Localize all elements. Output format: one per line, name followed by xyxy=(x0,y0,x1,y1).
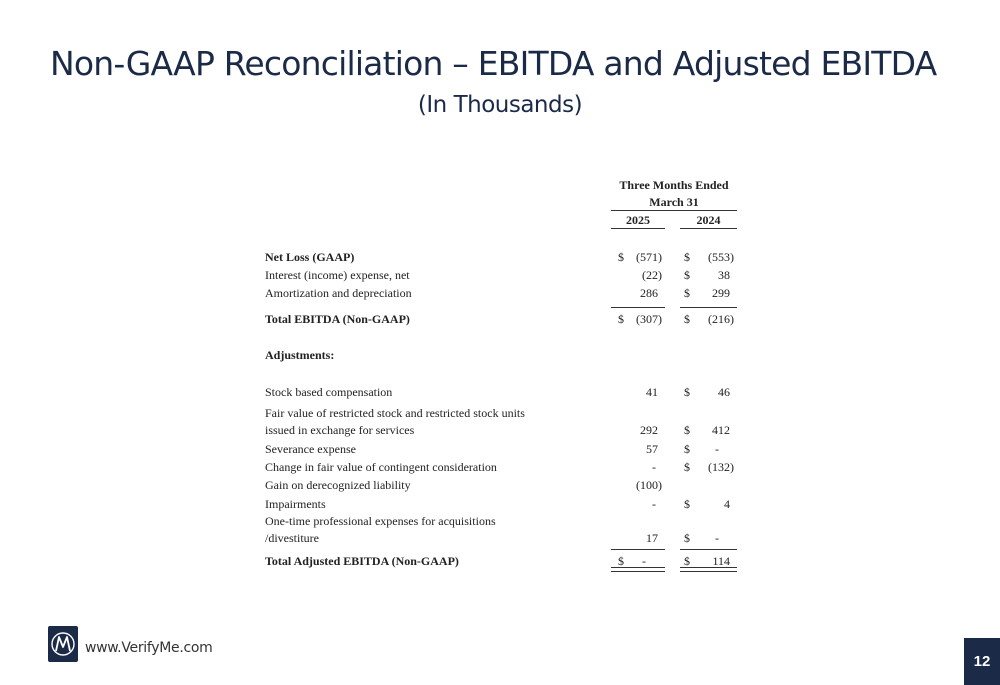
row-value-2024: 299 xyxy=(712,286,730,300)
period-header-line1: Three Months Ended xyxy=(619,178,729,192)
row-label-gain-derecognized: Gain on derecognized liability xyxy=(265,478,411,492)
row-label-contingent: Change in fair value of contingent consideration xyxy=(265,460,497,474)
row-dollar-2024: $ xyxy=(684,554,690,568)
row-label-impairments: Impairments xyxy=(265,497,326,511)
row-label-amortization: Amortization and depreciation xyxy=(265,286,412,300)
col-2025-rule xyxy=(611,228,665,229)
page-number: 12 xyxy=(964,638,1000,685)
row-label-net-loss: Net Loss (GAAP) xyxy=(265,250,355,264)
row-label-total-adjusted-ebitda: Total Adjusted EBITDA (Non-GAAP) xyxy=(265,554,459,568)
row-dollar-2025: $ xyxy=(618,312,624,326)
row-value-2025: 292 xyxy=(640,423,658,437)
row-value-2025: - xyxy=(642,554,646,568)
subtotal-rule-2024 xyxy=(680,307,737,308)
double-rule-2025 xyxy=(611,567,665,572)
col-header-2024: 2024 xyxy=(696,213,721,227)
row-value-2025: (307) xyxy=(636,312,662,326)
col-2024-rule xyxy=(680,228,737,229)
page-title: Non-GAAP Reconciliation – EBITDA and Adjusted EBITDA xyxy=(50,44,937,83)
row-value-2024: 4 xyxy=(724,497,730,511)
row-value-2024: - xyxy=(715,531,719,545)
row-value-2025: 57 xyxy=(646,442,658,456)
row-dollar-2024: $ xyxy=(684,497,690,511)
row-value-2025: 41 xyxy=(646,385,658,399)
row-value-2024: (132) xyxy=(708,460,734,474)
row-dollar-2024: $ xyxy=(684,268,690,282)
adjustments-heading: Adjustments: xyxy=(265,348,335,362)
row-value-2025: - xyxy=(652,460,656,474)
row-value-2025: 286 xyxy=(640,286,658,300)
total-rule-2024 xyxy=(680,549,737,550)
row-value-2024: (216) xyxy=(708,312,734,326)
row-dollar-2024: $ xyxy=(684,460,690,474)
row-label-severance: Severance expense xyxy=(265,442,356,456)
row-dollar-2024: $ xyxy=(684,442,690,456)
row-value-2025: - xyxy=(652,497,656,511)
row-value-2025: (22) xyxy=(642,268,662,282)
row-label-fair-value-rsu: Fair value of restricted stock and restricted stock units xyxy=(265,406,525,420)
row-dollar-2024: $ xyxy=(684,423,690,437)
row-dollar-2025: $ xyxy=(618,250,624,264)
row-dollar-2024: $ xyxy=(684,385,690,399)
total-rule-2025 xyxy=(611,549,665,550)
subtotal-rule-2025 xyxy=(611,307,665,308)
row-value-2024: 46 xyxy=(718,385,730,399)
period-header-line2: March 31 xyxy=(649,195,699,209)
page-subtitle: (In Thousands) xyxy=(417,92,583,118)
row-value-2024: - xyxy=(715,442,719,456)
double-rule-2024 xyxy=(680,567,737,572)
row-value-2025: 17 xyxy=(646,531,658,545)
website-url: www.VerifyMe.com xyxy=(85,640,213,656)
row-value-2024: (553) xyxy=(708,250,734,264)
row-value-2025: (100) xyxy=(636,478,662,492)
col-header-2025: 2025 xyxy=(626,213,650,227)
row-label-total-ebitda: Total EBITDA (Non-GAAP) xyxy=(265,312,410,326)
row-value-2024: 412 xyxy=(712,423,730,437)
row-value-2024: 114 xyxy=(712,554,730,568)
row-value-2024: 38 xyxy=(718,268,730,282)
verifyme-logo-icon xyxy=(48,626,78,662)
row-label-professional-expenses: One-time professional expenses for acquisitions xyxy=(265,514,496,528)
row-dollar-2025: $ xyxy=(618,554,624,568)
row-dollar-2024: $ xyxy=(684,312,690,326)
header-rule xyxy=(611,210,737,211)
row-dollar-2024: $ xyxy=(684,250,690,264)
row-dollar-2024: $ xyxy=(684,286,690,300)
row-label-stock-comp: Stock based compensation xyxy=(265,385,393,399)
row-value-2025: (571) xyxy=(636,250,662,264)
row-dollar-2024: $ xyxy=(684,531,690,545)
row-label-professional-expenses-cont: /divestiture xyxy=(265,531,319,545)
row-label-fair-value-rsu-cont: issued in exchange for services xyxy=(265,423,415,437)
row-label-interest: Interest (income) expense, net xyxy=(265,268,410,282)
